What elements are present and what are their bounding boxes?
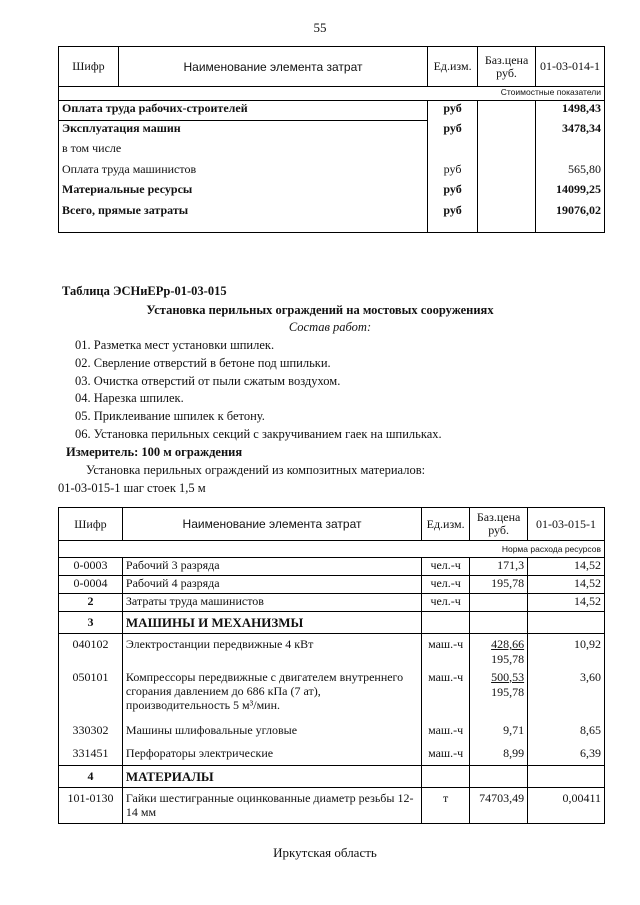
table-row: Оплата труда машинистов руб 565,80 [59,162,605,182]
section-title: Установка перильных ограждений на мостовых сооружениях [146,303,494,317]
table-header-row [59,47,605,87]
table-row: 040102 Электростанции передвижные 4 кВт маш.-ч 428,66 195,78 10,92 [59,634,605,670]
table-row: 2 Затраты труда машинистов чел.-ч 14,52 [59,594,605,612]
meter: Измеритель: 100 м ограждения [66,445,243,459]
table-label: Таблица ЭСНиЕРр-01-03-015 [62,284,227,298]
table-header-row [59,508,605,541]
header-id: 01-03-014-1 [536,47,605,87]
table-row: 4 МАТЕРИАЛЫ [59,766,605,788]
work-item: 03. Очистка отверстий от пыли сжатым воздухом. [75,374,341,388]
work-item: 06. Установка перильных секций с закручиванием гаек на шпильках. [75,427,442,441]
table-row: 050101 Компрессоры передвижные с двигателем внутреннего сгорания давлением до 686 кПа (7 ат), производительность 5 м³/мин. маш.-ч 500,53 195,78 3,60 [59,670,605,720]
description: Установка перильных ограждений из композитных материалов: [86,463,426,477]
table-row: 101-0130 Гайки шестигранные оцинкованные диаметр резьбы 12-14 мм т 74703,49 0,00411 [59,788,605,824]
header-code: Шифр [59,47,119,87]
table-row: 3 МАШИНЫ И МЕХАНИЗМЫ [59,612,605,634]
section-label: Стоимостные показатели [59,87,605,101]
work-item: 02. Сверление отверстий в бетоне под шпильки. [75,356,331,370]
header-price: Баз.цена руб. [478,47,536,87]
header-price: Баз.цена руб. [470,508,528,541]
table-row: 330302 Машины шлифовальные угловые маш.-ч 9,71 8,65 [59,720,605,742]
work-item: 04. Нарезка шпилек. [75,391,184,405]
code-line: 01-03-015-1 шаг стоек 1,5 м [58,481,206,495]
header-code: Шифр [59,508,123,541]
header-name: Наименование элемента затрат [118,47,427,87]
header-unit: Ед.изм. [428,47,478,87]
table-row: 331451 Перфораторы электрические маш.-ч 8,99 6,39 [59,742,605,766]
work-item: 05. Приклеивание шпилек к бетону. [75,409,265,423]
table-row: Материальные ресурсы руб 14099,25 [59,182,605,203]
table-row: 0-0004 Рабочий 4 разряда чел.-ч 195,78 14,52 [59,576,605,594]
table-row: Всего, прямые затраты руб 19076,02 [59,203,605,233]
header-name: Наименование элемента затрат [122,508,421,541]
page-number: 55 [313,20,327,35]
footer-region: Иркутская область [273,845,377,860]
header-unit: Ед.изм. [422,508,470,541]
table-row: 0-0003 Рабочий 3 разряда чел.-ч 171,3 14,52 [59,558,605,576]
table-row: Оплата труда рабочих-строителей руб 1498,43 [59,101,605,121]
cost-table-1 [58,46,605,233]
table-row: Эксплуатация машин руб 3478,34 [59,121,605,141]
table-row: в том числе [59,141,605,162]
work-item: 01. Разметка мест установки шпилек. [75,338,275,352]
header-id: 01-03-015-1 [528,508,605,541]
works-title: Состав работ: [288,320,372,334]
section-label: Норма расхода ресурсов [59,541,605,558]
resource-table [58,507,605,824]
